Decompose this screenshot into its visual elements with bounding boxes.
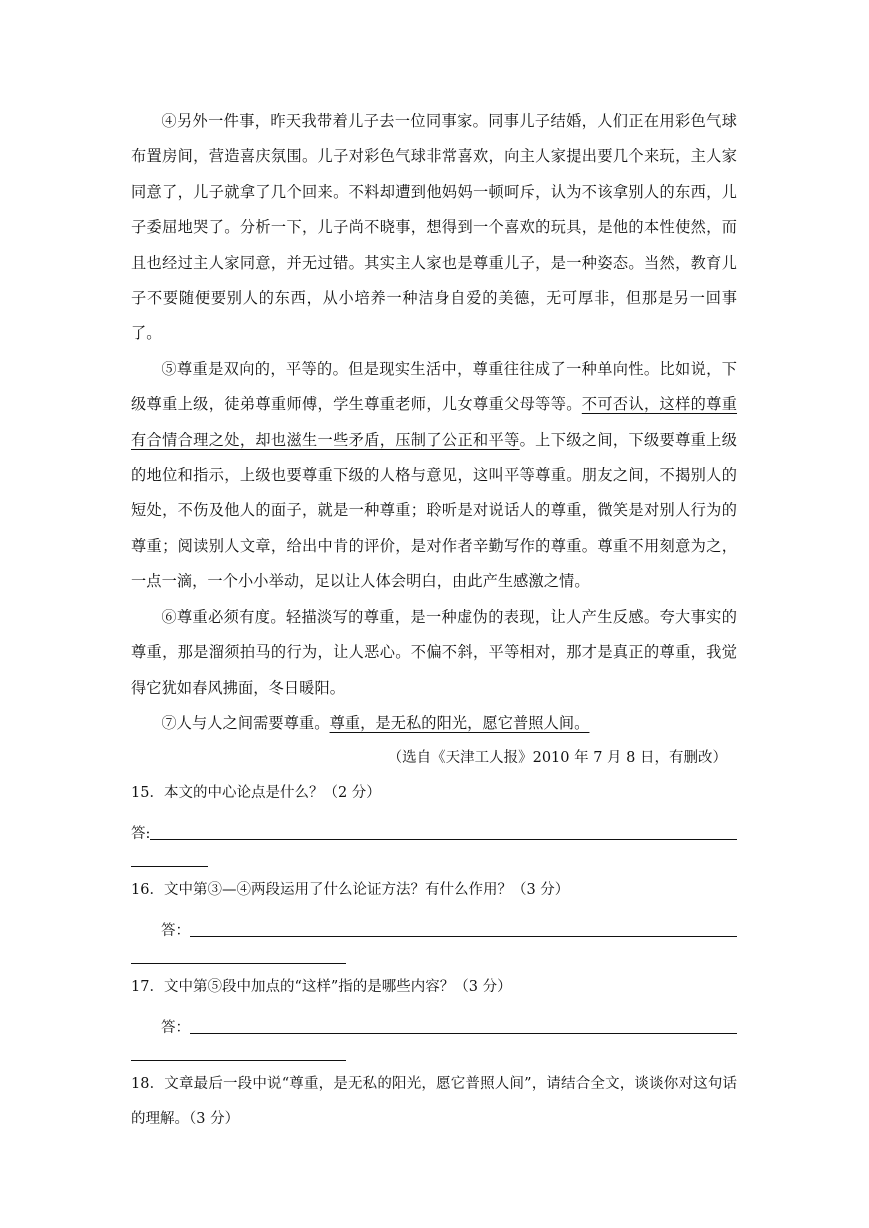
answer-line-continued[interactable] [131,1038,346,1061]
answer-label: 答： [161,923,190,940]
exam-page [131,104,737,1137]
answer-line-continued[interactable] [131,844,208,867]
question-15: 15．本文的中心论点是什么？（2 分） [131,785,381,802]
paragraph-7-text: ⑦人与人之间需要尊重。 [161,713,330,732]
paragraph-5-underlined-sentence: 不可否认，这样的尊重有合情合理之处，却也滋生一些矛盾，压制了公正和平等 [131,395,738,449]
question-16: 16．文中第③—④两段运用了什么论证方法？有什么作用？（3 分） [131,882,570,899]
question-18: 18．文章最后一段中说“尊重，是无私的阳光，愿它普照人间”，请结合全文，谈谈你对这句话的理解。（3 分） [131,1076,737,1128]
paragraph-4: ④另外一件事，昨天我带着儿子去一位同事家。同事儿子结婚，人们正在用彩色气球布置房间，营造喜庆氛围。儿子对彩色气球非常喜欢，向主人家提出要几个来玩，主人家同意了，儿子就拿了几个回来。不料却遭到他妈妈一顿呵斥，认为不该拿别人的东西，儿子委屈地哭了。分析一下，儿子尚不晓事，想得到一个喜欢的玩具，是他的本性使然，而且也经过主人家同意，并无过错。其实主人家也是尊重儿子，是一种姿态。当然，教育儿子不要随便要别人的东西，从小培养一种洁身自爱的美德，无可厚非，但那是另一回事了。 [131,112,737,343]
question-17-answer-row [131,1004,737,1038]
paragraph-7-underlined-sentence: 尊重，是无私的阳光，愿它普照人间。 [329,713,590,732]
answer-line[interactable] [190,1011,737,1034]
paragraph-7 [131,706,737,741]
question-16-answer-row [131,907,737,941]
answer-line[interactable] [190,914,737,937]
paragraph-5 [131,352,737,600]
answer-label: 答： [161,1020,190,1037]
paragraph-5-text-b: 。上下级之间，下级要尊重上级的地位和指示，上级也要尊重下级的人格与意见，这叫平等尊重。朋友之间，不揭别人的短处，不伤及他人的面子，就是一种尊重；聆听是对说话人的尊重，微笑是对别人行为的尊重；阅读别人文章，给出中肯的评价，是对作者辛勤写作的尊重。尊重不用刻意为之，一点一滴，一个小小举动，足以让人体会明白，由此产生感激之情。 [131,430,737,591]
question-15-answer-row [131,810,737,844]
question-17: 17．文中第⑤段中加点的“这样”指的是哪些内容？（3 分） [131,979,512,996]
answer-line[interactable] [150,817,737,840]
paragraph-6: ⑥尊重必须有度。轻描淡写的尊重，是一种虚伪的表现，让人产生反感。夸大事实的尊重，那是溜须拍马的行为，让人恶心。不偏不斜，平等相对，那才是真正的尊重，我觉得它犹如春风拂面，冬日暖阳。 [131,607,737,697]
answer-line-continued[interactable] [131,941,346,964]
paragraph-5-text-a: ⑤尊重是双向的，平等的。但是现实生活中，尊重往往成了一种单向性。比如说，下级尊重上级，徒弟尊重师傅，学生尊重老师，儿女尊重父母等等。 [131,359,737,414]
source-citation: （选自《天津工人报》2010 年 7 月 8 日，有删改） [387,750,727,767]
answer-label: 答: [131,826,151,843]
